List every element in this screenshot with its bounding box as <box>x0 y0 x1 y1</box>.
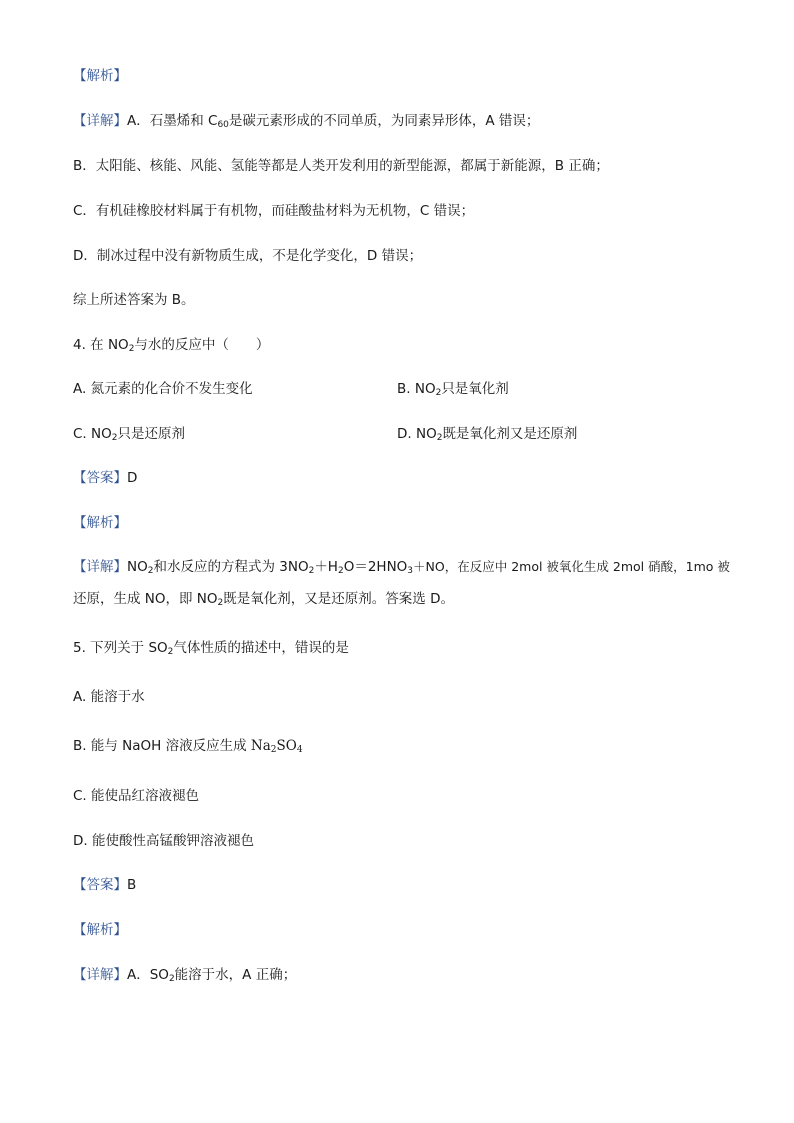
q5-answer: 【答案】B <box>73 877 137 893</box>
na2so4-formula: $Na_2SO_4$ <box>250 738 303 755</box>
answer-label: 【答案】 <box>73 470 127 486</box>
q4-option-d: D. $NO_2$既是氧化剂又是还原剂 <box>397 426 578 443</box>
answer-label: 【答案】 <box>73 877 127 893</box>
q5-detail-a: 【详解】A．$SO_2$能溶于水，A 正确； <box>73 967 297 984</box>
q4-option-b: B. $NO_2$只是氧化剂 <box>397 381 509 398</box>
q5-option-c: C. 能使品红溶液褪色 <box>73 788 200 804</box>
detail-label: 【详解】 <box>73 559 127 575</box>
q3-summary: 综上所述答案为 B。 <box>73 292 195 308</box>
q4-answer: 【答案】D <box>73 470 138 486</box>
q5-option-b: B. 能与 NaOH 溶液反应生成 $Na_2SO_4$ <box>73 738 303 755</box>
q4-detail-line2: 还原，生成 NO，即 $NO_2$既是氧化剂，又是还原剂。答案选 D。 <box>73 591 454 608</box>
q5-analysis-label: 【解析】 <box>73 922 127 938</box>
analysis-label: 【解析】 <box>73 68 127 84</box>
q5-option-d: D. 能使酸性高锰酸钾溶液褪色 <box>73 833 254 849</box>
q3-detail-c: C．有机硅橡胶材料属于有机物，而硅酸盐材料为无机物，C 错误； <box>73 203 475 219</box>
detail-label: 【详解】 <box>73 967 127 983</box>
q3-detail-a: 【详解】A．石墨烯和 $C_{60}$是碳元素形成的不同单质，为同素异形体，A 错误； <box>73 113 540 130</box>
q5-stem: 5. 下列关于 $SO_2$气体性质的描述中，错误的是 <box>73 640 349 657</box>
q4-stem: 4. 在 $NO_2$与水的反应中（ ） <box>73 337 270 354</box>
q5-option-a: A. 能溶于水 <box>73 689 145 705</box>
detail-label: 【详解】 <box>73 113 127 129</box>
q3-detail-b: B．太阳能、核能、风能、氢能等都是人类开发利用的新型能源，都属于新能源，B 正确； <box>73 158 609 174</box>
q4-option-c: C. $NO_2$只是还原剂 <box>73 426 185 443</box>
q3-detail-d: D．制冰过程中没有新物质生成，不是化学变化，D 错误； <box>73 248 423 264</box>
q4-option-a: A. 氮元素的化合价不发生变化 <box>73 381 253 397</box>
q4-analysis-label: 【解析】 <box>73 515 127 531</box>
q4-detail-line1: 【详解】$NO_2$和水反应的方程式为 $3NO_2+H_2O=2HNO_3+NO$，在反应中 2mol 被氧化生成 2mol 硝酸，1mo 被 <box>73 559 730 576</box>
